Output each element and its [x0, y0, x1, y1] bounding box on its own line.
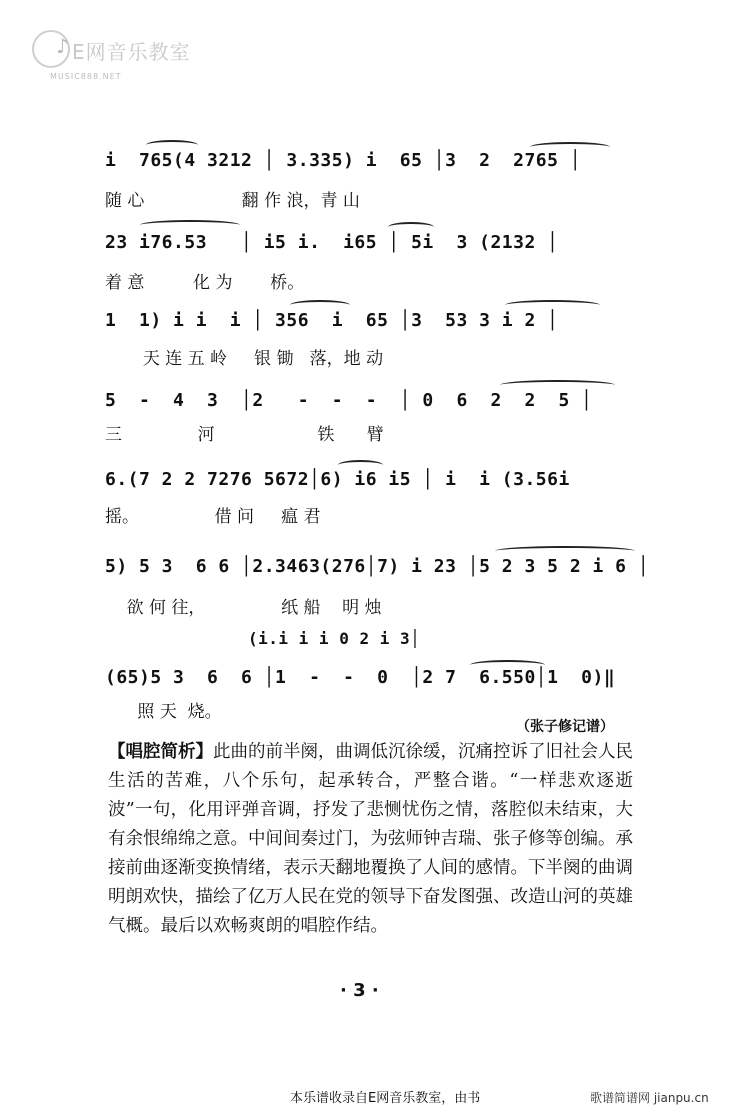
logo-text: E网音乐教室: [72, 40, 191, 64]
score-lyrics-row-4: 三 河 铁 臂: [105, 425, 384, 445]
footer-watermark: 歌谱简谱网 jianpu.cn: [590, 1091, 709, 1105]
music-note-icon: ♪: [56, 34, 69, 58]
commentary-heading: 【唱腔简析】: [108, 742, 213, 762]
commentary: [108, 738, 633, 941]
score-notes-row-2: 23 i76.53 │ i5 i. i65 │ 5i 3 (2132 │: [105, 232, 559, 253]
slur-mark: [140, 220, 240, 230]
slur-mark: [500, 380, 615, 390]
commentary-body: 此曲的前半阕，曲调低沉徐缓，沉痛控诉了旧社会人民生活的苦难，八个乐句，起承转合，严整合谐。“一样悲欢逐逝波”一句，化用评弹音调，抒发了悲恻忧伤之情，落腔似未结束，大有余恨绵绵之意。中间间奏过门，为弦师钟吉瑞、张子修等创编。承接前曲逐渐变换情绪，表示天翻地覆换了人间的感情。下半阕的曲调明朗欢快，描绘了亿万人民在党的领导下奋发图强、改造山河的英雄气概。最后以欢畅爽朗的唱腔作结。: [108, 742, 633, 936]
logo-url: MUSIC888.NET: [50, 72, 122, 81]
slur-mark: [530, 142, 610, 152]
score-notes-alt-bar: (i.i i i 0 2 i 3│: [248, 629, 421, 648]
score-lyrics-row-7: 照 天 烧。: [105, 702, 222, 722]
transcriber-credit: （张子修记谱）: [516, 719, 614, 735]
slur-mark: [290, 300, 350, 310]
slur-mark: [470, 660, 545, 670]
footer-text: 本乐谱收录自E网音乐教室，由书: [290, 1091, 481, 1106]
slur-mark: [338, 460, 383, 470]
site-logo: [22, 28, 192, 88]
score-notes-row-7: (65)5 3 6 6 │1 - - 0 │2 7 6.550│1 0)‖: [105, 667, 616, 688]
slur-mark: [388, 222, 434, 232]
score-lyrics-row-1: 随 心 翻 作 浪，青 山: [105, 191, 360, 211]
score-lyrics-row-5: 摇。 借 问 瘟 君: [105, 507, 321, 527]
score-notes-row-4: 5 - 4 3 │2 - - - │ 0 6 2 2 5 │: [105, 390, 593, 411]
slur-mark: [505, 300, 600, 310]
score-lyrics-row-3: 天 连 五 岭 银 锄 落，地 动: [105, 349, 384, 369]
score-notes-row-6: 5) 5 3 6 6 │2.3463(276│7) i 23 │5 2 3 5 2 i 6 │: [105, 556, 650, 577]
score-notes-row-5: 6.(7 2 2 7276 5672│6) i6 i5 │ i i (3.56i: [105, 469, 570, 490]
slur-mark: [495, 546, 635, 556]
slur-mark: [146, 140, 198, 150]
score-notes-row-1: i 765(4 3212 │ 3.335) i 65 │3 2 2765 │: [105, 150, 582, 171]
score-lyrics-row-6: 欲 何 往， 纸 船 明 烛: [105, 598, 382, 618]
score-notes-row-3: 1 1) i i i │ 356 i 65 │3 53 3 i 2 │: [105, 310, 559, 331]
page-number: · 3 ·: [340, 980, 379, 1001]
score-lyrics-row-2: 着 意 化 为 桥。: [105, 273, 305, 293]
